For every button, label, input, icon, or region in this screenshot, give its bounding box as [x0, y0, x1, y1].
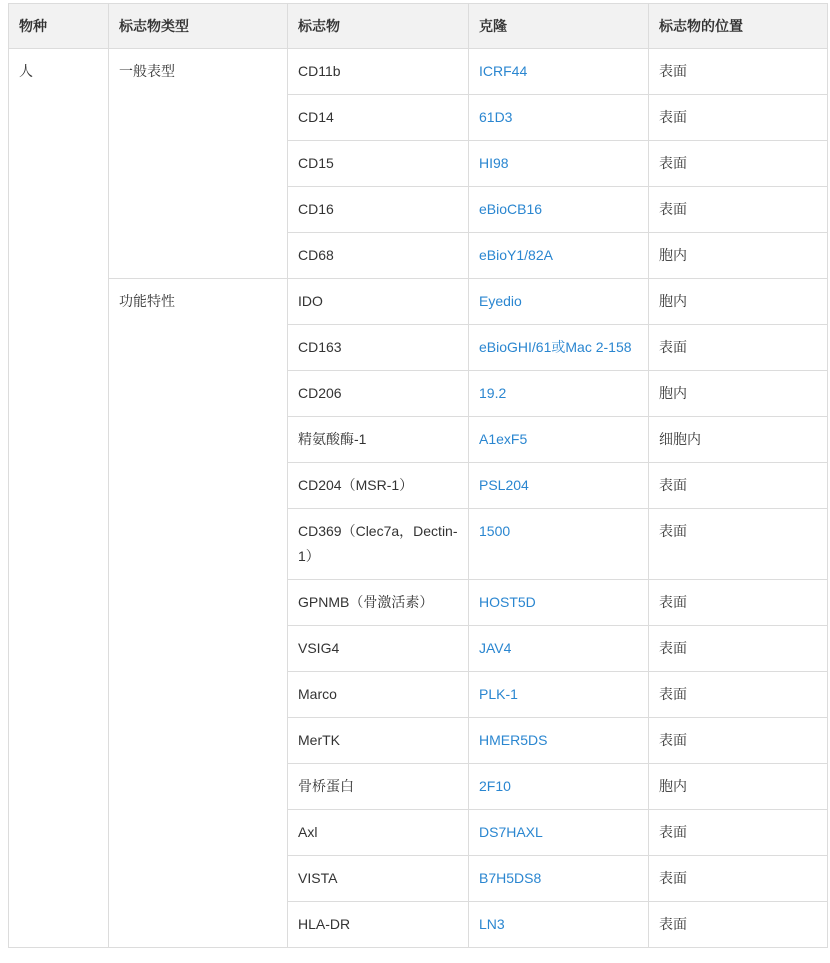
cell-marker: CD11b	[288, 49, 469, 95]
cell-location: 胞内	[649, 371, 828, 417]
cell-clone-link[interactable]: 2F10	[469, 764, 649, 810]
cell-location: 表面	[649, 509, 828, 580]
cell-clone-link[interactable]: eBioY1/82A	[469, 233, 649, 279]
cell-marker: CD204（MSR-1）	[288, 463, 469, 509]
cell-location: 表面	[649, 902, 828, 948]
cell-clone-link[interactable]: LN3	[469, 902, 649, 948]
cell-species: 人	[9, 49, 109, 948]
cell-clone-link[interactable]: eBioCB16	[469, 187, 649, 233]
table-row	[9, 279, 828, 325]
cell-marker: CD15	[288, 141, 469, 187]
cell-marker: CD369（Clec7a，Dectin-1）	[288, 509, 469, 580]
header-marker: 标志物	[288, 4, 469, 49]
cell-clone-link[interactable]: HMER5DS	[469, 718, 649, 764]
cell-location: 表面	[649, 580, 828, 626]
cell-location: 胞内	[649, 279, 828, 325]
table-row	[9, 49, 828, 95]
cell-location: 表面	[649, 463, 828, 509]
marker-table	[8, 3, 828, 948]
cell-clone-link[interactable]: HI98	[469, 141, 649, 187]
cell-marker: 骨桥蛋白	[288, 764, 469, 810]
cell-location: 表面	[649, 626, 828, 672]
cell-marker: 精氨酸酶-1	[288, 417, 469, 463]
cell-marker-type: 一般表型	[109, 49, 288, 279]
cell-location: 表面	[649, 49, 828, 95]
cell-marker: GPNMB（骨激活素）	[288, 580, 469, 626]
cell-marker: Marco	[288, 672, 469, 718]
cell-location: 表面	[649, 718, 828, 764]
cell-marker: HLA-DR	[288, 902, 469, 948]
cell-clone-link[interactable]: Eyedio	[469, 279, 649, 325]
cell-clone-link[interactable]: PSL204	[469, 463, 649, 509]
cell-location: 表面	[649, 856, 828, 902]
header-species: 物种	[9, 4, 109, 49]
cell-marker: IDO	[288, 279, 469, 325]
cell-clone-link[interactable]: DS7HAXL	[469, 810, 649, 856]
cell-clone-link[interactable]: PLK-1	[469, 672, 649, 718]
cell-location: 表面	[649, 672, 828, 718]
cell-marker: CD14	[288, 95, 469, 141]
cell-marker: MerTK	[288, 718, 469, 764]
cell-location: 表面	[649, 810, 828, 856]
cell-clone-link[interactable]: 61D3	[469, 95, 649, 141]
cell-marker: CD16	[288, 187, 469, 233]
cell-marker: VSIG4	[288, 626, 469, 672]
cell-clone-link[interactable]: 1500	[469, 509, 649, 580]
cell-location: 表面	[649, 95, 828, 141]
cell-location: 表面	[649, 141, 828, 187]
table-body	[9, 49, 828, 948]
header-marker-type: 标志物类型	[109, 4, 288, 49]
cell-clone-link[interactable]: A1exF5	[469, 417, 649, 463]
cell-clone-link[interactable]: JAV4	[469, 626, 649, 672]
cell-clone-link[interactable]: HOST5D	[469, 580, 649, 626]
cell-marker: Axl	[288, 810, 469, 856]
cell-clone-link[interactable]: B7H5DS8	[469, 856, 649, 902]
cell-marker: CD163	[288, 325, 469, 371]
cell-clone-link[interactable]: ICRF44	[469, 49, 649, 95]
header-clone: 克隆	[469, 4, 649, 49]
cell-marker: VISTA	[288, 856, 469, 902]
table-header-row	[9, 4, 828, 49]
cell-marker: CD206	[288, 371, 469, 417]
header-location: 标志物的位置	[649, 4, 828, 49]
cell-clone-link[interactable]: 19.2	[469, 371, 649, 417]
cell-marker-type: 功能特性	[109, 279, 288, 948]
cell-clone-link[interactable]: eBioGHI/61或Mac 2-158	[469, 325, 649, 371]
cell-location: 细胞内	[649, 417, 828, 463]
cell-marker: CD68	[288, 233, 469, 279]
cell-location: 胞内	[649, 764, 828, 810]
cell-location: 表面	[649, 325, 828, 371]
cell-location: 胞内	[649, 233, 828, 279]
cell-location: 表面	[649, 187, 828, 233]
